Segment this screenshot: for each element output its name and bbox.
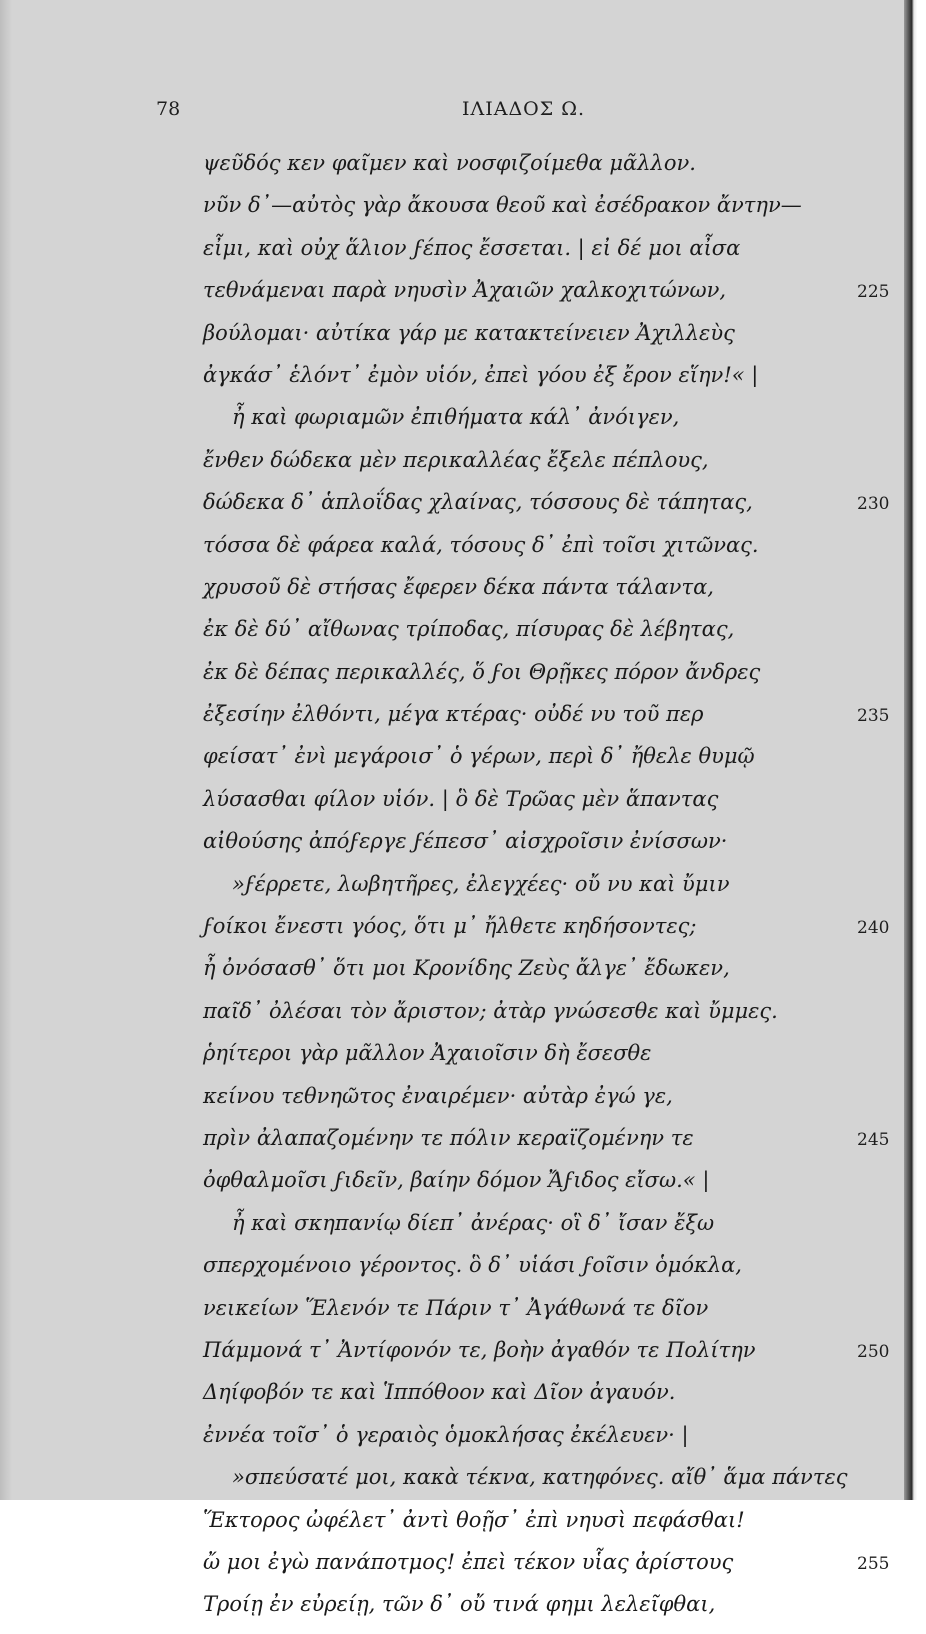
verse-line [0,362,926,404]
verse-line [0,955,926,997]
verse-line [0,1083,926,1125]
verse-text: παῖδ᾽ ὀλέσαι τὸν ἄριστον; ἀτὰρ γνώσεσθε καὶ ὔμμες. [203,998,778,1023]
verse-line [0,1379,926,1421]
line-number: 240 [857,918,890,939]
verse-block [0,150,926,1634]
verse-line [0,235,926,277]
verse-line [0,404,926,446]
verse-text: φείσατ᾽ ἐνὶ μεγάροισ᾽ ὁ γέρων, περὶ δ᾽ ἤθελε θυμῷ [203,744,755,769]
verse-line [0,871,926,913]
verse-text: Τροίῃ ἐν εὐρείῃ, τῶν δ᾽ οὔ τινά φημι λελεῖφθαι, [203,1592,716,1617]
verse-text: ἦ ὀνόσασθ᾽ ὅτι μοι Κρονίδης Ζεὺς ἄλγε᾽ ἔδωκεν, [203,956,730,981]
verse-line [0,616,926,658]
verse-text: νῦν δ᾽—αὐτὸς γὰρ ἄκουσα θεοῦ καὶ ἐσέδρακον ἄντην— [203,193,802,218]
verse-text: »ϝέρρετε, λωβητῆρες, ἐλεγχέες· οὔ νυ καὶ ὔμιν [232,871,730,896]
verse-text: ψεῦδός κεν φαῖμεν καὶ νοσφιζοίμεθα μᾶλλον. [203,151,696,175]
page-number: 78 [156,98,181,120]
verse-text: Δηίφοβόν τε καὶ Ἱππόθοον καὶ Δῖον ἀγαυόν. [203,1380,676,1405]
verse-text: κείνου τεθνηῶτος ἐναιρέμεν· αὐτὰρ ἐγώ γε, [203,1083,673,1108]
verse-text: πρὶν ἀλαπαζομένην τε πόλιν κεραϊζομένην τε [203,1125,694,1150]
verse-text: ϝοίκοι ἔνεστι γόος, ὅτι μ᾽ ἤλθετε κηδήσοντες; [203,914,697,939]
verse-text: ἦ καὶ σκηπανίῳ δίεπ᾽ ἀνέρας· οἳ δ᾽ ἴσαν ἔξω [232,1210,715,1235]
verse-text: χρυσοῦ δὲ στήσας ἔφερεν δέκα πάντα τάλαντα, [203,574,714,599]
verse-text: ἔνθεν δώδεκα μὲν περικαλλέας ἔξελε πέπλους, [203,447,709,472]
line-number: 250 [857,1341,890,1362]
verse-line [0,701,926,743]
line-number: 225 [857,282,890,303]
verse-text: ὤ μοι ἐγὼ πανάποτμος! ἐπεὶ τέκον υἷας ἀρίστους [203,1549,734,1574]
verse-text: αἰθούσης ἀπόϝεργε ϝέπεσσ᾽ αἰσχροῖσιν ἐνίσσων· [203,829,728,854]
verse-line [0,150,926,192]
verse-line [0,828,926,870]
verse-line [0,1507,926,1549]
verse-text: ἦ καὶ φωριαμῶν ἐπιθήματα κάλ᾽ ἀνόιγεν, [232,405,680,430]
verse-line [0,1125,926,1167]
verse-text: νεικείων Ἕλενόν τε Πάριν τ᾽ Ἀγάθωνά τε δῖον [203,1295,709,1320]
verse-text: ἐκ δὲ δέπας περικαλλές, ὅ ϝοι Θρῇκες πόρον ἄνδρες [203,659,761,684]
verse-line [0,320,926,362]
verse-text: »σπεύσατέ μοι, κακὰ τέκνα, κατηφόνες. αἴθ᾽ ἅμα πάντες [232,1465,848,1490]
verse-text: Πάμμονά τ᾽ Ἀντίφονόν τε, βοὴν ἀγαθόν τε Πολίτην [203,1337,756,1362]
verse-line [0,998,926,1040]
verse-line [0,1422,926,1464]
verse-line [0,913,926,955]
verse-line [0,277,926,319]
verse-line [0,489,926,531]
running-title: ΙΛΙΑΔΟΣ Ω. [462,98,586,120]
verse-line [0,532,926,574]
verse-line [0,743,926,785]
verse-text: βούλομαι· αὐτίκα γάρ με κατακτείνειεν Ἀχιλλεὺς [203,320,735,345]
verse-text: εἶμι, καὶ οὐχ ἅλιον ϝέπος ἔσσεται. | εἰ δέ μοι αἶσα [203,235,741,260]
verse-line [0,1464,926,1506]
verse-line [0,1167,926,1209]
verse-line [0,1337,926,1379]
verse-text: ἀγκάσ᾽ ἑλόντ᾽ ἐμὸν υἱόν, ἐπεὶ γόου ἐξ ἔρον εἵην!« | [203,362,759,387]
verse-text: ἐξεσίην ἐλθόντι, μέγα κτέρας· οὐδέ νυ τοῦ περ [203,702,704,727]
verse-line [0,786,926,828]
verse-text: ῥηίτεροι γὰρ μᾶλλον Ἀχαιοῖσιν δὴ ἔσεσθε [203,1041,652,1066]
line-number: 245 [857,1129,890,1150]
line-number: 255 [857,1553,890,1574]
line-number: 235 [857,706,890,727]
verse-text: ὀφθαλμοῖσι ϝιδεῖν, βαίην δόμον Ἄϝιδος εἴσω.« | [203,1168,710,1193]
verse-line [0,1591,926,1633]
page-header [0,98,926,128]
verse-line [0,574,926,616]
verse-line [0,192,926,234]
line-number: 230 [857,494,890,515]
verse-text: δώδεκα δ᾽ ἁπλοΐδας χλαίνας, τόσσους δὲ τάπητας, [203,490,753,515]
verse-line [0,659,926,701]
verse-text: ἐννέα τοῖσ᾽ ὁ γεραιὸς ὁμοκλήσας ἐκέλευεν· | [203,1422,689,1447]
verse-line [0,1210,926,1252]
verse-text: τεθνάμεναι παρὰ νηυσὶν Ἀχαιῶν χαλκοχιτώνων, [203,278,727,303]
verse-line [0,1040,926,1082]
verse-text: λύσασθαι φίλον υἱόν. | ὃ δὲ Τρῶας μὲν ἅπαντας [203,786,719,811]
verse-line [0,447,926,489]
verse-line [0,1549,926,1591]
verse-line [0,1252,926,1294]
verse-text: σπερχομένοιο γέροντος. ὃ δ᾽ υἱάσι ϝοῖσιν ὁμόκλα, [203,1253,742,1278]
verse-text: ἐκ δὲ δύ᾽ αἴθωνας τρίποδας, πίσυρας δὲ λέβητας, [203,617,735,642]
verse-text: Ἕκτορος ὠφέλετ᾽ ἀντὶ θοῇσ᾽ ἐπὶ νηυσὶ πεφάσθαι! [203,1507,745,1532]
verse-text: τόσσα δὲ φάρεα καλά, τόσους δ᾽ ἐπὶ τοῖσι χιτῶνας. [203,532,759,557]
verse-line [0,1295,926,1337]
